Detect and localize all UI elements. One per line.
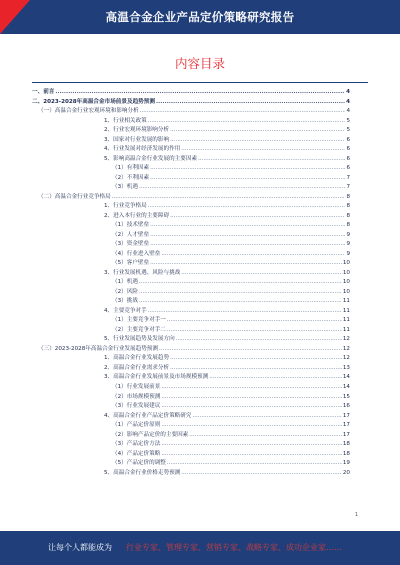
footer-bar xyxy=(0,531,400,565)
toc-entry-page: 19 xyxy=(342,460,350,467)
toc-entry-page: 4 xyxy=(346,108,350,115)
toc-entry-label: 3、国家对行业发展的影响 xyxy=(104,136,170,143)
toc-entry[interactable] xyxy=(32,155,350,165)
toc-entry-page: 12 xyxy=(342,355,350,362)
toc-entry-label: （三）2023-2028年高温合金行业发展趋势预测 xyxy=(38,345,158,352)
toc-title: 内容目录 xyxy=(174,56,225,71)
toc-leader-dots xyxy=(181,269,342,279)
toc-entry-page: 4 xyxy=(346,89,350,95)
toc-entry-page: 17 xyxy=(342,422,350,429)
toc-leader-dots xyxy=(148,307,342,317)
toc-entry[interactable] xyxy=(32,183,350,193)
toc-entry-label: （3）资金壁垒 xyxy=(112,241,150,248)
toc-leader-dots xyxy=(189,431,342,441)
toc-entry[interactable] xyxy=(32,221,350,231)
toc-entry-label: 2、行业宏观环境影响分析 xyxy=(104,127,170,134)
toc-entry-page: 10 xyxy=(342,260,350,267)
toc-entry-label: 4、主要竞争对手 xyxy=(104,307,147,314)
toc-leader-dots xyxy=(161,393,342,403)
toc-entry[interactable] xyxy=(32,431,350,441)
toc-entry-label: 5、高温合金行业价格走势预测 xyxy=(104,469,181,476)
toc-entry[interactable] xyxy=(32,240,350,250)
toc-entry[interactable] xyxy=(32,145,350,155)
report-title: 高温合金企业产品定价策略研究报告 xyxy=(105,10,295,24)
footer-slogan: 让每个人都能成为 xyxy=(48,543,112,552)
toc-entry[interactable] xyxy=(32,354,350,364)
toc-entry[interactable] xyxy=(32,393,350,403)
toc-leader-dots xyxy=(140,107,346,117)
toc-entry[interactable] xyxy=(32,231,350,241)
toc-entry-page: 5 xyxy=(346,117,350,124)
toc-entry-label: 1、行业竞争格局 xyxy=(104,203,147,210)
toc-entry-label: （1）行业发展前景 xyxy=(112,383,161,390)
toc-entry-page: 12 xyxy=(342,336,350,343)
toc-entry[interactable] xyxy=(32,450,350,460)
toc-entry-page: 10 xyxy=(342,279,350,286)
toc-entry-page: 11 xyxy=(342,298,350,305)
toc-entry[interactable] xyxy=(32,202,350,212)
toc-entry-label: （1）机遇 xyxy=(112,279,138,286)
toc-entry[interactable] xyxy=(32,440,350,450)
toc-entry[interactable] xyxy=(32,288,350,298)
toc-entry-page: 13 xyxy=(342,364,350,371)
toc-entry-page: 7 xyxy=(346,184,350,191)
toc-leader-dots xyxy=(150,240,345,250)
toc-entry-label: （5）客户壁垒 xyxy=(112,260,150,267)
toc-entry[interactable] xyxy=(32,212,350,222)
toc-entry-label: （2）不利因素 xyxy=(112,174,150,181)
toc-leader-dots xyxy=(170,136,345,146)
toc-entry[interactable] xyxy=(32,364,350,374)
toc-leader-dots xyxy=(192,412,341,422)
toc-entry-label: 5、行业发展趋势及发展方向 xyxy=(104,336,175,343)
toc-leader-dots xyxy=(161,450,342,460)
toc-entry[interactable] xyxy=(32,316,350,326)
toc-leader-dots xyxy=(198,155,345,165)
toc-entry[interactable] xyxy=(32,278,350,288)
toc-leader-dots xyxy=(150,259,342,269)
toc-entry[interactable] xyxy=(32,269,350,279)
toc-entry-label: 2、高温合金行业需求分析 xyxy=(104,364,170,371)
toc-entry[interactable] xyxy=(32,297,350,307)
toc-entry-page: 6 xyxy=(346,155,350,162)
toc-leader-dots xyxy=(209,373,342,383)
toc-leader-dots xyxy=(167,459,342,469)
toc-entry-label: 4、行业发展对经济发展的作用 xyxy=(104,146,181,153)
toc-entry-label: 1、高温合金行业发展趋势 xyxy=(104,355,170,362)
toc-leader-dots xyxy=(150,174,345,184)
toc-leader-dots xyxy=(161,421,342,431)
toc-entry-page: 17 xyxy=(342,431,350,438)
toc-entry-page: 11 xyxy=(342,317,350,324)
toc-entry[interactable] xyxy=(32,250,350,260)
toc-leader-dots xyxy=(181,469,342,479)
toc-entry-page: 9 xyxy=(346,231,350,238)
toc-entry-page: 8 xyxy=(346,222,350,229)
toc-entry[interactable] xyxy=(32,459,350,469)
toc-entry[interactable] xyxy=(32,383,350,393)
toc-entry[interactable] xyxy=(32,373,350,383)
table-of-contents xyxy=(32,88,350,478)
toc-leader-dots xyxy=(161,440,342,450)
toc-entry-label: （1）主要竞争对手一 xyxy=(112,317,166,324)
toc-leader-dots xyxy=(161,402,342,412)
toc-entry-page: 9 xyxy=(346,250,350,257)
toc-leader-dots xyxy=(150,221,345,231)
toc-entry[interactable] xyxy=(32,117,350,127)
toc-entry-page: 9 xyxy=(346,241,350,248)
toc-entry-label: （2）人才壁垒 xyxy=(112,231,150,238)
toc-leader-dots xyxy=(181,145,345,155)
toc-leader-dots xyxy=(139,278,342,288)
toc-leader-dots xyxy=(167,316,342,326)
toc-entry-page: 8 xyxy=(346,203,350,210)
toc-entry-label: （4）产品定价策略 xyxy=(112,450,161,457)
toc-leader-dots xyxy=(170,364,342,374)
toc-entry-page: 12 xyxy=(342,345,350,352)
toc-entry-page: 17 xyxy=(342,412,350,419)
toc-leader-dots xyxy=(148,117,346,127)
toc-entry-label: （3）挑战 xyxy=(112,298,138,305)
toc-entry-label: （3）行业发展建议 xyxy=(112,403,161,410)
toc-leader-dots xyxy=(170,126,345,136)
toc-entry-label: （3）机遇 xyxy=(112,184,138,191)
toc-entry-page: 6 xyxy=(346,136,350,143)
toc-leader-dots xyxy=(139,183,346,193)
toc-leader-dots xyxy=(170,354,342,364)
toc-entry-label: （2）影响产品定价的主要因素 xyxy=(112,431,189,438)
toc-entry-page: 16 xyxy=(342,403,350,410)
toc-leader-dots xyxy=(159,345,342,355)
toc-entry-page: 6 xyxy=(346,165,350,172)
toc-entry-label: 5、影响高温合金行业发展的主要因素 xyxy=(104,155,198,162)
toc-leader-dots xyxy=(148,202,346,212)
toc-entry-label: 一、前言 xyxy=(32,89,55,95)
toc-entry-page: 6 xyxy=(346,146,350,153)
footer-roles: 行业专家、管理专家、营销专家、战略专家、成功企业家…… xyxy=(126,543,342,552)
toc-entry[interactable] xyxy=(32,164,350,174)
toc-entry-label: 3、高温合金行业发展前景及市场规模预测 xyxy=(104,374,209,381)
toc-entry[interactable] xyxy=(32,421,350,431)
toc-entry-label: 2、进入本行业的主要障碍 xyxy=(104,212,170,219)
toc-entry-page: 5 xyxy=(346,127,350,134)
toc-entry[interactable] xyxy=(32,174,350,184)
toc-entry-label: 二、2023-2028年高温合金市场前景及趋势预测 xyxy=(32,98,155,105)
toc-leader-dots xyxy=(167,326,342,336)
toc-entry[interactable] xyxy=(32,335,350,345)
toc-entry-page: 18 xyxy=(342,441,350,448)
toc-entry-page: 15 xyxy=(342,393,350,400)
toc-leader-dots xyxy=(161,250,345,260)
toc-entry-label: （二）高温合金行业竞争格局 xyxy=(38,193,111,200)
toc-leader-dots xyxy=(176,335,342,345)
toc-entry-page: 11 xyxy=(342,326,350,333)
toc-entry[interactable] xyxy=(32,412,350,422)
toc-entry-page: 11 xyxy=(342,307,350,314)
toc-entry-page: 14 xyxy=(342,383,350,390)
toc-entry-label: （2）市场规模预测 xyxy=(112,393,161,400)
toc-leader-dots xyxy=(150,164,345,174)
toc-entry[interactable] xyxy=(32,402,350,412)
page-number: 1 xyxy=(354,512,358,518)
toc-leader-dots xyxy=(156,98,345,108)
toc-entry-label: （1）有利因素 xyxy=(112,165,150,172)
toc-entry[interactable] xyxy=(32,107,350,117)
toc-entry[interactable] xyxy=(32,326,350,336)
toc-entry[interactable] xyxy=(32,136,350,146)
toc-leader-dots xyxy=(112,193,346,203)
toc-entry-page: 8 xyxy=(346,212,350,219)
header-bar xyxy=(0,0,400,34)
toc-entry[interactable] xyxy=(32,307,350,317)
toc-entry-page: 10 xyxy=(342,288,350,295)
toc-entry-label: 4、高温合金行业产品定价策略研究 xyxy=(104,412,192,419)
toc-entry-label: （5）产品定价的调整 xyxy=(112,460,166,467)
toc-leader-dots xyxy=(150,231,345,241)
toc-entry[interactable] xyxy=(32,126,350,136)
toc-entry-label: 1、行业相关政策 xyxy=(104,117,147,124)
toc-entry[interactable] xyxy=(32,469,350,479)
toc-entry-page: 4 xyxy=(346,98,350,105)
toc-entry-label: 3、行业发展机遇、风险与挑战 xyxy=(104,269,181,276)
toc-entry[interactable] xyxy=(32,98,350,108)
toc-leader-dots xyxy=(139,297,342,307)
toc-entry[interactable] xyxy=(32,345,350,355)
toc-entry-label: （1）产品定价原则 xyxy=(112,422,161,429)
toc-divider xyxy=(32,82,368,83)
toc-entry-label: （一）高温合金行业宏观环境和影响分析 xyxy=(38,108,139,115)
toc-leader-dots xyxy=(170,212,345,222)
toc-entry-label: （4）行业进入壁垒 xyxy=(112,250,161,257)
toc-entry-page: 8 xyxy=(346,193,350,200)
toc-entry-page: 18 xyxy=(342,450,350,457)
toc-leader-dots xyxy=(161,383,342,393)
toc-entry[interactable] xyxy=(32,88,350,98)
toc-entry-label: （1）技术壁垒 xyxy=(112,222,150,229)
toc-leader-dots xyxy=(139,288,342,298)
toc-entry-page: 20 xyxy=(342,469,350,476)
toc-entry-page: 7 xyxy=(346,174,350,181)
toc-entry-label: （2）主要竞争对手二 xyxy=(112,326,166,333)
toc-entry-label: （2）风险 xyxy=(112,288,138,295)
toc-entry[interactable] xyxy=(32,259,350,269)
toc-entry[interactable] xyxy=(32,193,350,203)
toc-entry-label: （3）产品定价方法 xyxy=(112,441,161,448)
toc-entry-page: 10 xyxy=(342,269,350,276)
toc-leader-dots xyxy=(55,88,345,98)
toc-entry-page: 14 xyxy=(342,374,350,381)
